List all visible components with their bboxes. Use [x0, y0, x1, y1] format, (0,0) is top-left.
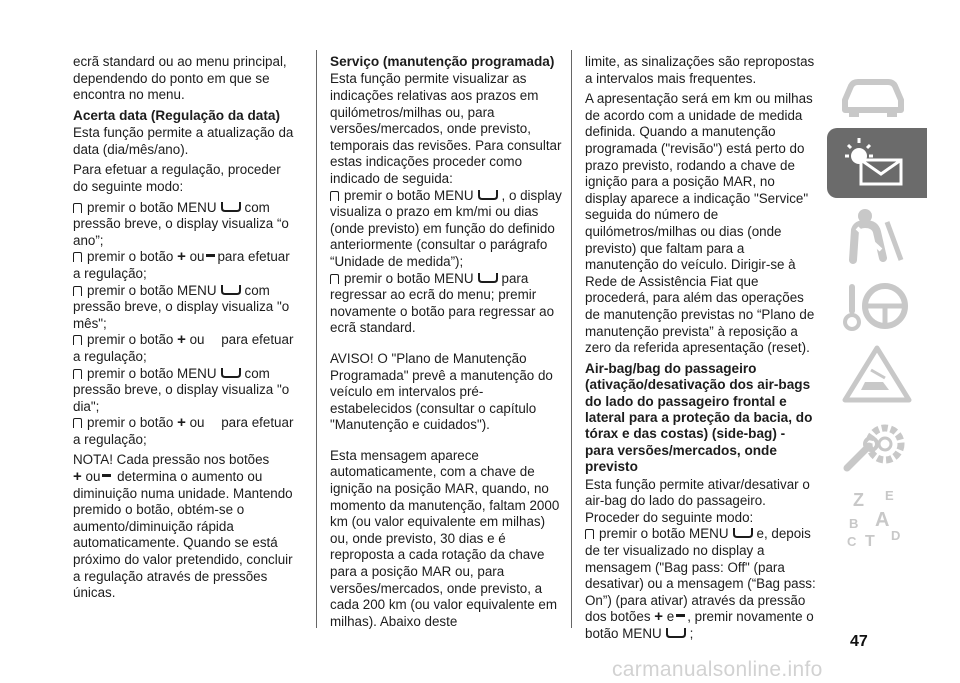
minus-icon	[206, 254, 215, 257]
seatbelt-person-icon	[827, 200, 927, 270]
bullet-icon	[73, 369, 82, 379]
tab-alphabetical-index[interactable]	[827, 480, 927, 550]
paragraph: Para efetuar a regulação, proceder do seguinte modo:	[73, 162, 281, 194]
wrench-gear-icon	[827, 410, 927, 480]
paragraph: limite, as sinalizações são repropostas a intervalos mais frequentes.	[585, 54, 815, 86]
menu-button-icon	[220, 201, 242, 212]
tab-dashboard[interactable]	[827, 128, 927, 198]
bullet-icon	[73, 418, 82, 428]
bullet-step: premir o botão MENU com pressão breve, o display visualiza "o mês";	[73, 282, 290, 331]
bullet-icon	[330, 191, 339, 201]
bullet-icon	[585, 529, 594, 539]
plus-icon: +	[654, 608, 664, 626]
bullet-step: premir o botão MENU com pressão breve, o display visualiza "o dia";	[73, 365, 290, 414]
watermark: carmanualsonline.info	[612, 658, 823, 681]
warning-triangle-car-icon	[827, 340, 927, 410]
tab-safety[interactable]	[827, 200, 927, 270]
steering-wheel-key-icon	[827, 270, 927, 340]
paragraph: Esta função permite visualizar as indicações relativas aos prazos em quilómetros/milhas ou, para versões/mercados, onde previsto, temporais das revisões. Para consultar estas indicações proceder como indicado de seguida:	[330, 71, 562, 186]
paragraph: A apresentação será em km ou milhas de acordo com a unidade de medida definida. Quando a manutenção programada ("revisão") está perto do prazo previsto, rodando a chave de ignição para a posição MAR, no display aparece a indicação "Service" seguida do número de quilómetros/milhas ou dias (onde previsto) que faltam para a manutenção do veículo. Dirigir-se à Rede de Assistência Fiat que procederá, para além das operações de manutenção previstas no “Plano de manutenção prevista” à reposição a zero da referida apresentação (reset).	[585, 91, 815, 356]
bullet-step: premir o botão + ou para efetuar a regulação;	[73, 414, 294, 447]
paragraph: Esta função permite a atualização da data (dia/mês/ano).	[73, 125, 294, 157]
minus-icon	[676, 614, 685, 617]
index-letter: B	[849, 516, 859, 531]
menu-button-icon	[477, 272, 499, 283]
alphabet-index-icon	[827, 480, 927, 550]
section-heading-date: Acerta data (Regulação da data)	[73, 107, 280, 123]
bullet-icon	[73, 203, 82, 213]
bullet-step: premir o botão + ou para efetuar a regulação;	[73, 331, 294, 364]
bullet-icon	[73, 252, 82, 262]
warning-light-envelope-icon	[827, 128, 927, 198]
index-letter: A	[875, 509, 890, 531]
paragraph: Esta mensagem aparece automaticamente, com a chave de ignição na posição MAR, quando, no momento da manutenção, faltam 2000 km (ou valor equivalente em milhas) ou, onde previsto, 30 dias e é reproposta a cada rotação da chave para a posição MAR ou, para versões/mercados, onde previsto, a cada 200 km (ou valor equivalente em milhas). Abaixo deste	[330, 447, 560, 629]
index-letter: E	[885, 488, 894, 503]
tab-maintenance[interactable]	[827, 410, 927, 480]
column-left	[73, 54, 297, 606]
index-letter: Z	[853, 490, 864, 510]
menu-button-icon	[477, 189, 499, 200]
car-icon	[827, 56, 927, 126]
menu-button-icon	[732, 527, 754, 538]
index-letter: T	[865, 533, 875, 550]
column-divider	[316, 50, 317, 628]
column-divider	[571, 50, 572, 628]
bullet-step: premir o botão MENU para regressar ao ecrã do menu; premir novamente o botão para regressar ao ecrã standard.	[330, 270, 555, 336]
section-heading-airbag: Air-bag/bag do passageiro (ativação/desativação dos air-bags do lado do passageiro frontal e lateral para a proteção da bacia, do tórax e das costas) (side-bag) - para versões/mercados, onde previsto	[585, 360, 813, 475]
bullet-icon	[73, 335, 82, 345]
minus-icon	[102, 474, 111, 477]
bullet-icon	[330, 274, 339, 284]
bullet-step: premir o botão + ou para efetuar a regulação;	[73, 248, 290, 281]
column-middle	[330, 54, 562, 634]
plus-icon: +	[73, 468, 82, 486]
menu-button-icon	[220, 284, 242, 295]
menu-button-icon	[665, 627, 687, 638]
plus-icon: +	[177, 331, 186, 349]
column-right	[585, 54, 817, 646]
paragraph: Esta função permite ativar/desativar o air-bag do lado do passageiro. Proceder do seguinte modo:	[585, 476, 810, 525]
tab-starting-driving[interactable]	[827, 270, 927, 340]
bullet-icon	[73, 286, 82, 296]
tab-emergency[interactable]	[827, 340, 927, 410]
tab-car[interactable]	[827, 56, 927, 126]
page-number: 47	[850, 633, 868, 650]
section-heading-service: Serviço (manutenção programada)	[330, 54, 555, 69]
warning-paragraph: AVISO! O "Plano de Manutenção Programada" prevê a manutenção do veículo em intervalos pré-estabelecidos (consultar o capítulo "Manutenção e cuidados").	[330, 350, 553, 433]
menu-button-icon	[220, 367, 242, 378]
bullet-step: premir o botão MENU e, depois de ter visualizado no display a mensagem ("Bag pass: Off" (para desativar) ou a mensagem (“Bag pass: On”) (para ativar) através da pressão dos botões + e , premir novamente o botão MENU ;	[585, 526, 816, 641]
note-paragraph: NOTA! Cada pressão nos botões + ou determina o aumento ou diminuição numa unidade. Mantendo premido o botão, obtém-se o aumento/diminuição rápida automaticamente. Quando se está próximo do valor pretendido, concluir a regulação através de pressões únicas.	[73, 452, 293, 601]
index-letter: C	[847, 534, 857, 549]
bullet-step: premir o botão MENU , o display visualiza o prazo em km/mi ou dias (onde previsto) em função do definido anteriormente (consultar o parágrafo “Unidade de medida”);	[330, 187, 562, 269]
bullet-step: premir o botão MENU com pressão breve, o display visualiza “o ano”;	[73, 199, 289, 248]
plus-icon: +	[177, 414, 186, 432]
plus-icon: +	[177, 248, 186, 266]
paragraph: ecrã standard ou ao menu principal, dependendo do ponto em que se encontra no menu.	[73, 54, 287, 103]
index-letter: D	[891, 528, 901, 543]
